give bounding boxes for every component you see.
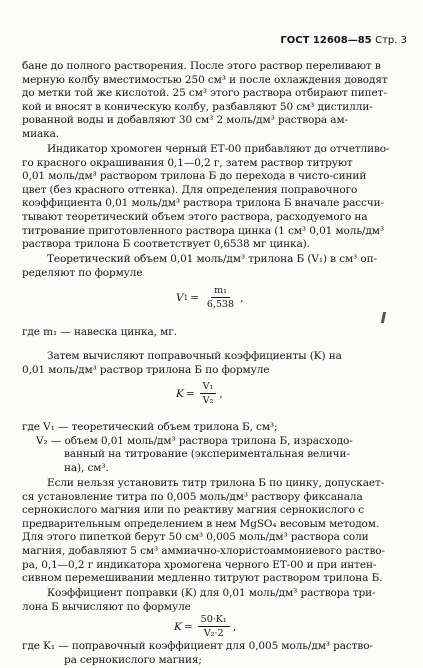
page-header: [280, 35, 407, 46]
paragraph-indicator: Индикатор хромоген черный ЕТ-00 прибавляют до отчетливо- го красного окрашивания 0,1—0,2 г, затем раствор титруют 0,01 моль/дм³ раствором трилона Б до перехода в чисто-синий цвет (без красного оттенка). Для определения поправочного коэффициента 0,01 моль/дм³ раствора трилона Б вначале рассчи- тывают теоретический объем этого раствора, расходуемого на титрование приготовленного раствора цинка (1 см³ 0,01 моль/дм³ раствора трилона Б соответствует 0,6538 мг цинка).: [22, 143, 390, 251]
page-number: Стр. 3: [375, 35, 407, 46]
formula-k: K = $\frac{\text{V₁}}{\text{V₂}}$ ,: [176, 381, 223, 406]
paragraph-dissolution: бане до полного растворения. После этого раствор переливают в мерную колбу вместимостью 250 см³ и после охлаждения доводят до метки той же кислотой. 25 см³ этого раствора отбирают пипет- кой и вносят в коническую колбу, разбавляют 50 см³ дистилли- рованной воды и добавляют 30 см³ 2 моль/дм³ раствора ам- миака.: [22, 60, 388, 140]
fraction: $\frac{\text{50·K₁}}{\text{V₂·2}}$: [198, 614, 230, 639]
where-m1: где m₁ — навеска цинка, мг.: [22, 326, 177, 338]
fraction: $\frac{\text{V₁}}{\text{V₂}}$: [200, 381, 217, 406]
margin-mark: [381, 312, 386, 323]
formula-v1: V 1 = $\frac{\text{m₁}}{6,538}$ ,: [176, 285, 244, 310]
fraction: $\frac{\text{m₁}}{6,538}$: [206, 285, 235, 310]
where-k1: где K₁ — поправочный коэффициент для 0,005 моль/дм³ раство- ра сернокислого магния;: [22, 640, 373, 666]
paragraph-correction-coefficient: Затем вычисляют поправочный коэффициенты (K) на 0,01 моль/дм³ раствор трилона Б по формуле: [22, 350, 342, 376]
paragraph-theoretical-volume: Теоретический объем 0,01 моль/дм³ трилона Б (V₁) в см³ оп- ределяют по формуле: [22, 253, 377, 279]
standard-code: ГОСТ 12608—85: [280, 35, 372, 46]
paragraph-correction-factor: Коэффициент поправки (K) для 0,01 моль/дм³ раствора три- лона Б вычисляют по формуле: [22, 587, 376, 613]
formula-k-magnesium: K = $\frac{\text{50·K₁}}{\text{V₂·2}}$ ,: [174, 614, 237, 639]
where-v1-v2: где V₁ — теоретический объем трилона Б, см³; V₂ — объем 0,01 моль/дм³ раствора трилона Б, израсходо- ванный на титрование (экспериментальная величи- на), см³.: [22, 421, 353, 474]
paragraph-magnesium-titer: Если нельзя установить титр трилона Б по цинку, допускает- ся установление титра по 0,005 моль/дм³ раствору фиксанала сернокислого магния или по реактиву магния сернокислого с предварительным определением в нем MgSO₄ весовым методом. Для этого пипеткой берут 50 см³ 0,005 моль/дм³ раствора соли магния, добавляют 5 см³ аммиачно-хлористоаммониевого раство- ра, 0,1—0,2 г индикатора хромогена черного ЕТ-00 и при интен- сивном перемешивании медленно титруют раствором трилона Б.: [22, 477, 385, 585]
